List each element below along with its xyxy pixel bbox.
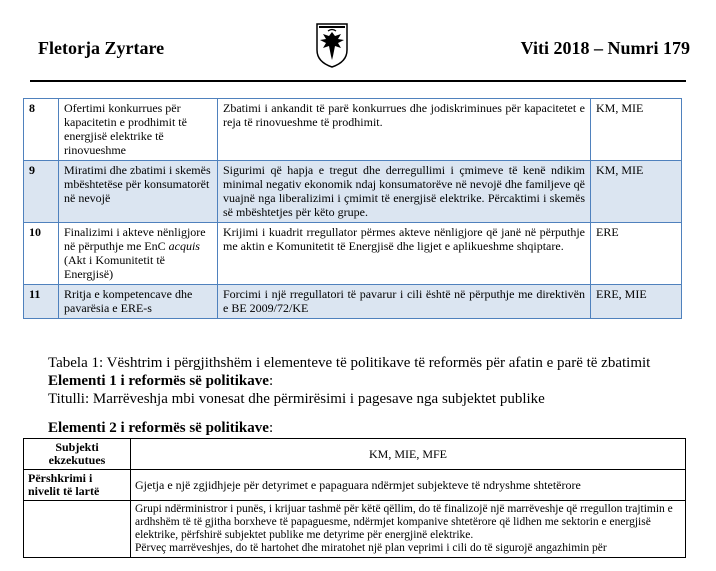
measure-text: (Akt i Komunitetit të Energjisë) (64, 253, 165, 281)
description-cell: Forcimi i një rregullatori të pavarur i cili është në përputhje me direktivën e BE 2009/72/KE (218, 285, 591, 319)
responsible-cell: ERE, MIE (591, 285, 682, 319)
issue-number: Viti 2018 – Numri 179 (520, 38, 690, 58)
row-number: 8 (24, 99, 59, 161)
element-1-heading-text: Elementi 1 i reformës së politikave (48, 373, 269, 389)
heading-colon: : (268, 420, 274, 436)
row-number: 9 (24, 161, 59, 223)
details-label (24, 501, 131, 558)
element-1-title: Titulli: Marrëveshja mbi vonesat dhe përmirësimi i pagesave nga subjektet publike (48, 391, 545, 407)
description-cell: Sigurimi që hapja e tregut dhe derregullimi i çmimeve të kenë ndikim minimal negativ ekonomik ndaj konsumatorëve në nevojë dhe familjeve që vuajnë nga liberalizimi i çmimit të energjisë elektrike. Përcaktimi i skemës së mbështetjes për këto grupe. (218, 161, 591, 223)
measure-text: Finalizimi i akteve nënligjore në përputhje me EnC (64, 225, 206, 253)
acquis-term: acquis (168, 239, 200, 253)
page-header (0, 0, 716, 82)
table-caption: Tabela 1: Vështrim i përgjithshëm i elementeve të politikave të reformës për afatin e parë të zbatimit (48, 355, 651, 371)
details-paragraph: Grupi ndërministror i punës, i krijuar tashmë për këtë qëllim, do të finalizojë një marrëveshje që rregullon trajtimin e ardhshëm të të gjitha borxheve të papaguesme, ndërmjet kompanive shtetërore që lidhen me sektorin e energjisë elektrike, përfshirë subjektet publike me detyrime për energjinë elektrike. (135, 503, 673, 541)
measure-cell (59, 223, 218, 285)
element-2-table (23, 438, 686, 558)
heading-colon: : (268, 373, 274, 389)
description-cell: Krijimi i kuadrit rregullator përmes akteve nënligjore që janë në përputhje me aktin e Komunitetit të Energjisë dhe ligjet e aplikueshme shqiptare. (218, 223, 591, 285)
table-row (24, 223, 682, 285)
element-2-heading (48, 420, 273, 437)
gazette-title: Fletorja Zyrtare (38, 38, 165, 58)
element-2-heading-text: Elementi 2 i reformës së politikave (48, 420, 269, 436)
table-row (24, 501, 686, 558)
table-row (24, 439, 686, 470)
responsible-cell: KM, MIE (591, 161, 682, 223)
table-row (24, 470, 686, 501)
reform-measures-table (23, 98, 682, 319)
executors-value: KM, MIE, MFE (131, 439, 686, 470)
row-number: 10 (24, 223, 59, 285)
responsible-cell: KM, MIE (591, 99, 682, 161)
details-paragraph: Përveç marrëveshjes, do të hartohet dhe miratohet një plan veprimi i cili do të sigurojë angazhimin për (135, 542, 607, 554)
measure-cell: Miratimi dhe zbatimi i skemës mbështetëse për konsumatorët në nevojë (59, 161, 218, 223)
table-row (24, 99, 682, 161)
albanian-emblem-icon (314, 22, 350, 68)
measure-cell: Ofertimi konkurrues për kapacitetin e prodhimit të energjisë elektrike të rinovueshme (59, 99, 218, 161)
table-row (24, 161, 682, 223)
details-text (131, 501, 686, 558)
executors-label: Subjekti ekzekutues (24, 439, 131, 470)
measure-cell: Rritja e kompetencave dhe pavarësia e ERE-s (59, 285, 218, 319)
description-cell: Zbatimi i ankandit të parë konkurrues dhe jodiskriminues për kapacitetet e reja të rinovueshme të prodhimit. (218, 99, 591, 161)
description-value: Gjetja e një zgjidhjeje për detyrimet e papaguara ndërmjet subjekteve të ndryshme shtetërore (131, 470, 686, 501)
element-1-heading (48, 373, 273, 390)
responsible-cell: ERE (591, 223, 682, 285)
row-number: 11 (24, 285, 59, 319)
table-row (24, 285, 682, 319)
header-divider (30, 80, 686, 82)
description-label: Përshkrimi i nivelit të lartë (24, 470, 131, 501)
